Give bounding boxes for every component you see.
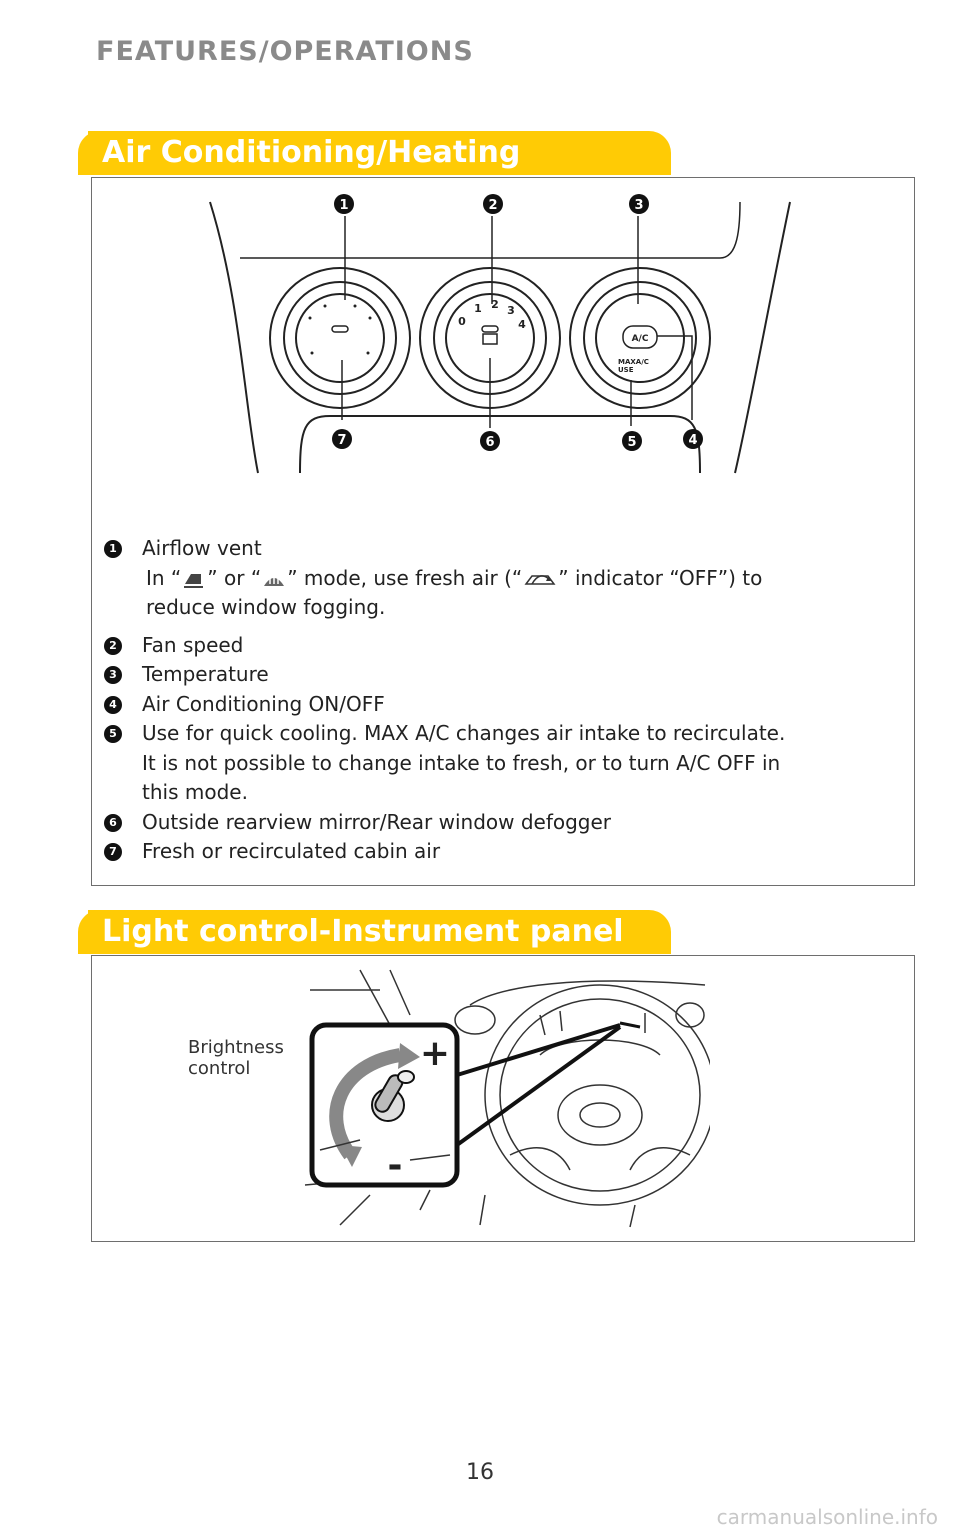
callout-line: control: [188, 1058, 251, 1079]
item-text: Outside rearview mirror/Rear window defogger: [142, 809, 612, 834]
list-item: [104, 808, 894, 838]
callout-6: 6: [485, 435, 495, 450]
floor-defrost-icon: [181, 568, 207, 590]
ac-items-list: [104, 534, 894, 867]
list-item: [104, 837, 894, 867]
list-item: [104, 631, 894, 661]
list-item: [104, 719, 894, 808]
callout-7: 7: [337, 433, 347, 448]
item-number: 2: [104, 637, 122, 655]
item-text-cont: this mode.: [142, 780, 248, 804]
max-ac-use-label: USE: [618, 366, 634, 374]
climate-control-diagram: [200, 188, 800, 488]
callout-2: 2: [488, 198, 498, 213]
page-number: 16: [466, 1460, 494, 1485]
fan-dial-1: 1: [474, 302, 482, 315]
item-text: Air Conditioning ON/OFF: [142, 691, 385, 716]
note-text: ” indicator “OFF”) to: [558, 565, 763, 590]
list-item: [104, 690, 894, 720]
callout-3: 3: [634, 198, 644, 213]
fan-dial-3: 3: [507, 304, 515, 317]
ac-dial-label: A/C: [631, 334, 649, 344]
brightness-plus: +: [419, 1033, 451, 1074]
note-text: ” or “: [207, 565, 262, 590]
note-text: ” mode, use fresh air (“: [287, 565, 523, 590]
section-header: FEATURES/OPERATIONS: [96, 36, 474, 67]
fan-dial-4: 4: [518, 318, 526, 331]
watermark: carmanualsonline.info: [716, 1505, 938, 1529]
ac-section-banner: [88, 131, 671, 175]
light-section-banner: [88, 910, 671, 954]
brightness-minus: -: [387, 1145, 403, 1186]
callout-1: 1: [339, 198, 349, 213]
item-text: Use for quick cooling. MAX A/C changes air intake to recirculate.: [142, 721, 786, 745]
item-text: Fresh or recirculated cabin air: [142, 839, 441, 863]
item-text: Temperature: [142, 662, 269, 686]
callout-5: 5: [627, 435, 637, 450]
fan-dial-2: 2: [491, 298, 499, 311]
windshield-defrost-icon: [261, 568, 287, 590]
instrument-panel-diagram: [300, 965, 710, 1230]
list-item: [104, 660, 894, 690]
item-number: 6: [104, 814, 122, 832]
item-number: 3: [104, 666, 122, 684]
list-item: [104, 534, 894, 623]
recirculate-air-icon: [522, 568, 558, 590]
ac-section-title: Air Conditioning/Heating: [102, 135, 521, 170]
item-text: Fan speed: [142, 632, 244, 657]
light-section-title: Light control-Instrument panel: [102, 914, 624, 949]
brightness-callout: [188, 1037, 284, 1079]
item-text-cont: It is not possible to change intake to fresh, or to turn A/C OFF in: [142, 750, 781, 775]
callout-line: Brightness: [188, 1037, 284, 1058]
item-text: Airflow vent: [142, 536, 262, 560]
note-text: In “: [146, 565, 182, 590]
item-number: 4: [104, 696, 122, 714]
fan-dial-0: 0: [458, 315, 466, 328]
max-ac-label: MAXA/C: [618, 358, 649, 366]
item-number: 1: [104, 540, 122, 558]
note-text: reduce window fogging.: [146, 595, 386, 619]
item-number: 7: [104, 843, 122, 861]
item-number: 5: [104, 725, 122, 743]
callout-4: 4: [688, 433, 698, 448]
